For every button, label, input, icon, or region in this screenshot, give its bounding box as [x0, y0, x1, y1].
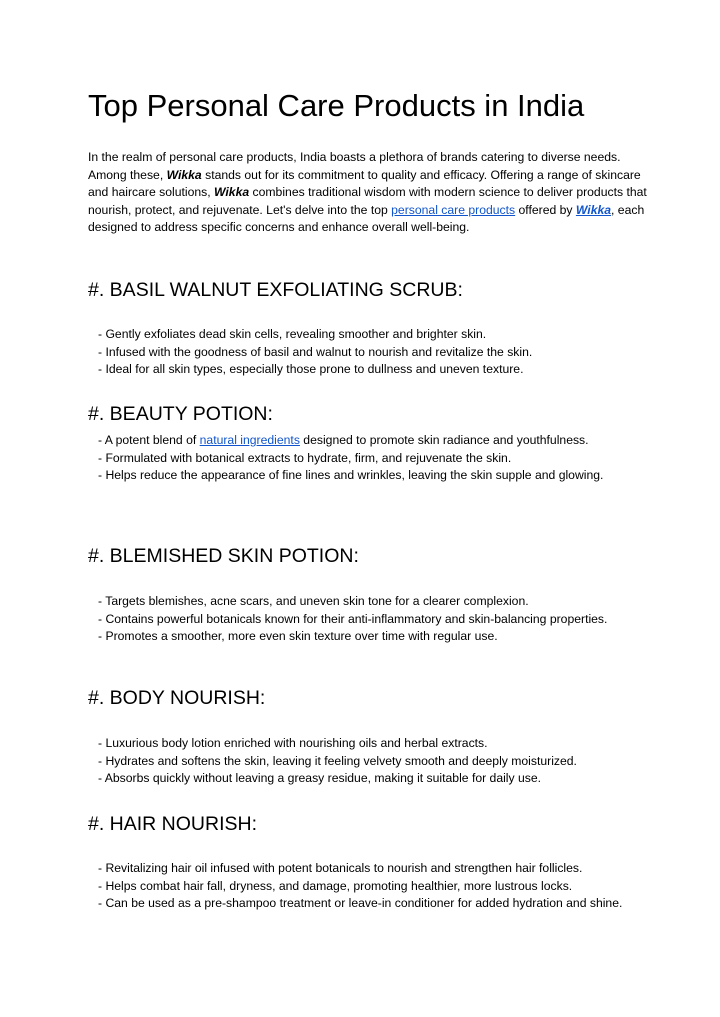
bullet-item: - Ideal for all skin types, especially those prone to dullness and uneven texture.: [98, 362, 524, 376]
intro-text-4: offered by: [515, 202, 576, 217]
bullet-item: - Formulated with botanical extracts to hydrate, firm, and rejuvenate the skin.: [98, 450, 512, 465]
section-heading-hair-nourish: #. HAIR NOURISH:: [88, 813, 258, 835]
bullet-item: - Luxurious body lotion enriched with nourishing oils and herbal extracts.: [98, 736, 488, 750]
natural-ingredients-link[interactable]: natural ingredients: [199, 433, 300, 447]
intro-paragraph: [88, 149, 648, 237]
bullet-item: - Helps combat hair fall, dryness, and damage, promoting healthier, more lustrous locks.: [98, 878, 573, 893]
brand-name: Wikka: [166, 167, 202, 182]
brand-name: Wikka: [214, 185, 250, 199]
section-bullets-basil-walnut-scrub: [88, 326, 648, 379]
bullet-item: - Promotes a smoother, more even skin texture over time with regular use.: [98, 629, 498, 643]
intro-text-3: combines traditional wisdom with modern science to deliver products that nourish, protect, and rejuvenate. Let's delve into the top: [88, 185, 647, 217]
bullet-item: - Contains powerful botanicals known for their anti-inflammatory and skin-balancing properties.: [98, 611, 608, 626]
page-title: Top Personal Care Products in India: [88, 88, 585, 123]
bullet-item: - Targets blemishes, acne scars, and uneven skin tone for a clearer complexion.: [98, 594, 529, 608]
bullet-item: - Absorbs quickly without leaving a greasy residue, making it suitable for daily use.: [98, 771, 542, 785]
bullet-item: - Helps reduce the appearance of fine lines and wrinkles, leaving the skin supple and glowing.: [98, 468, 604, 482]
section-bullets-beauty-potion: [88, 432, 648, 485]
section-bullets-blemished-skin-potion: [88, 593, 648, 646]
bullet-item: - Infused with the goodness of basil and walnut to nourish and revitalize the skin.: [98, 344, 533, 359]
intro-text-1: In the realm of personal care products, India boasts a plethora of brands catering to diverse needs. Among these,: [88, 150, 621, 182]
bullet-item: - Can be used as a pre-shampoo treatment or leave-in conditioner for added hydration and shine.: [98, 896, 623, 910]
bullet-item: - A potent blend of natural ingredients designed to promote skin radiance and youthfulness.: [98, 433, 589, 447]
section-heading-body-nourish: #. BODY NOURISH:: [88, 687, 266, 709]
section-bullets-hair-nourish: [88, 860, 648, 913]
bullet-item: - Hydrates and softens the skin, leaving it feeling velvety smooth and deeply moisturized.: [98, 753, 577, 768]
section-heading-blemished-skin-potion: #. BLEMISHED SKIN POTION:: [88, 545, 359, 567]
bullet-item: - Gently exfoliates dead skin cells, revealing smoother and brighter skin.: [98, 327, 487, 341]
section-heading-basil-walnut-scrub: #. BASIL WALNUT EXFOLIATING SCRUB:: [88, 279, 463, 301]
personal-care-products-link[interactable]: personal care products: [391, 202, 516, 217]
bullet-item: - Revitalizing hair oil infused with potent botanicals to nourish and strengthen hair follicles.: [98, 861, 583, 875]
intro-text-2: stands out for its commitment to quality and efficacy. Offering a range of skincare and haircare solutions,: [88, 167, 641, 199]
intro-text-5: , each designed to address specific concerns and enhance overall well-being.: [88, 202, 645, 234]
section-heading-beauty-potion: #. BEAUTY POTION:: [88, 403, 273, 425]
section-bullets-body-nourish: [88, 735, 648, 788]
wikka-link[interactable]: Wikka: [575, 202, 612, 217]
